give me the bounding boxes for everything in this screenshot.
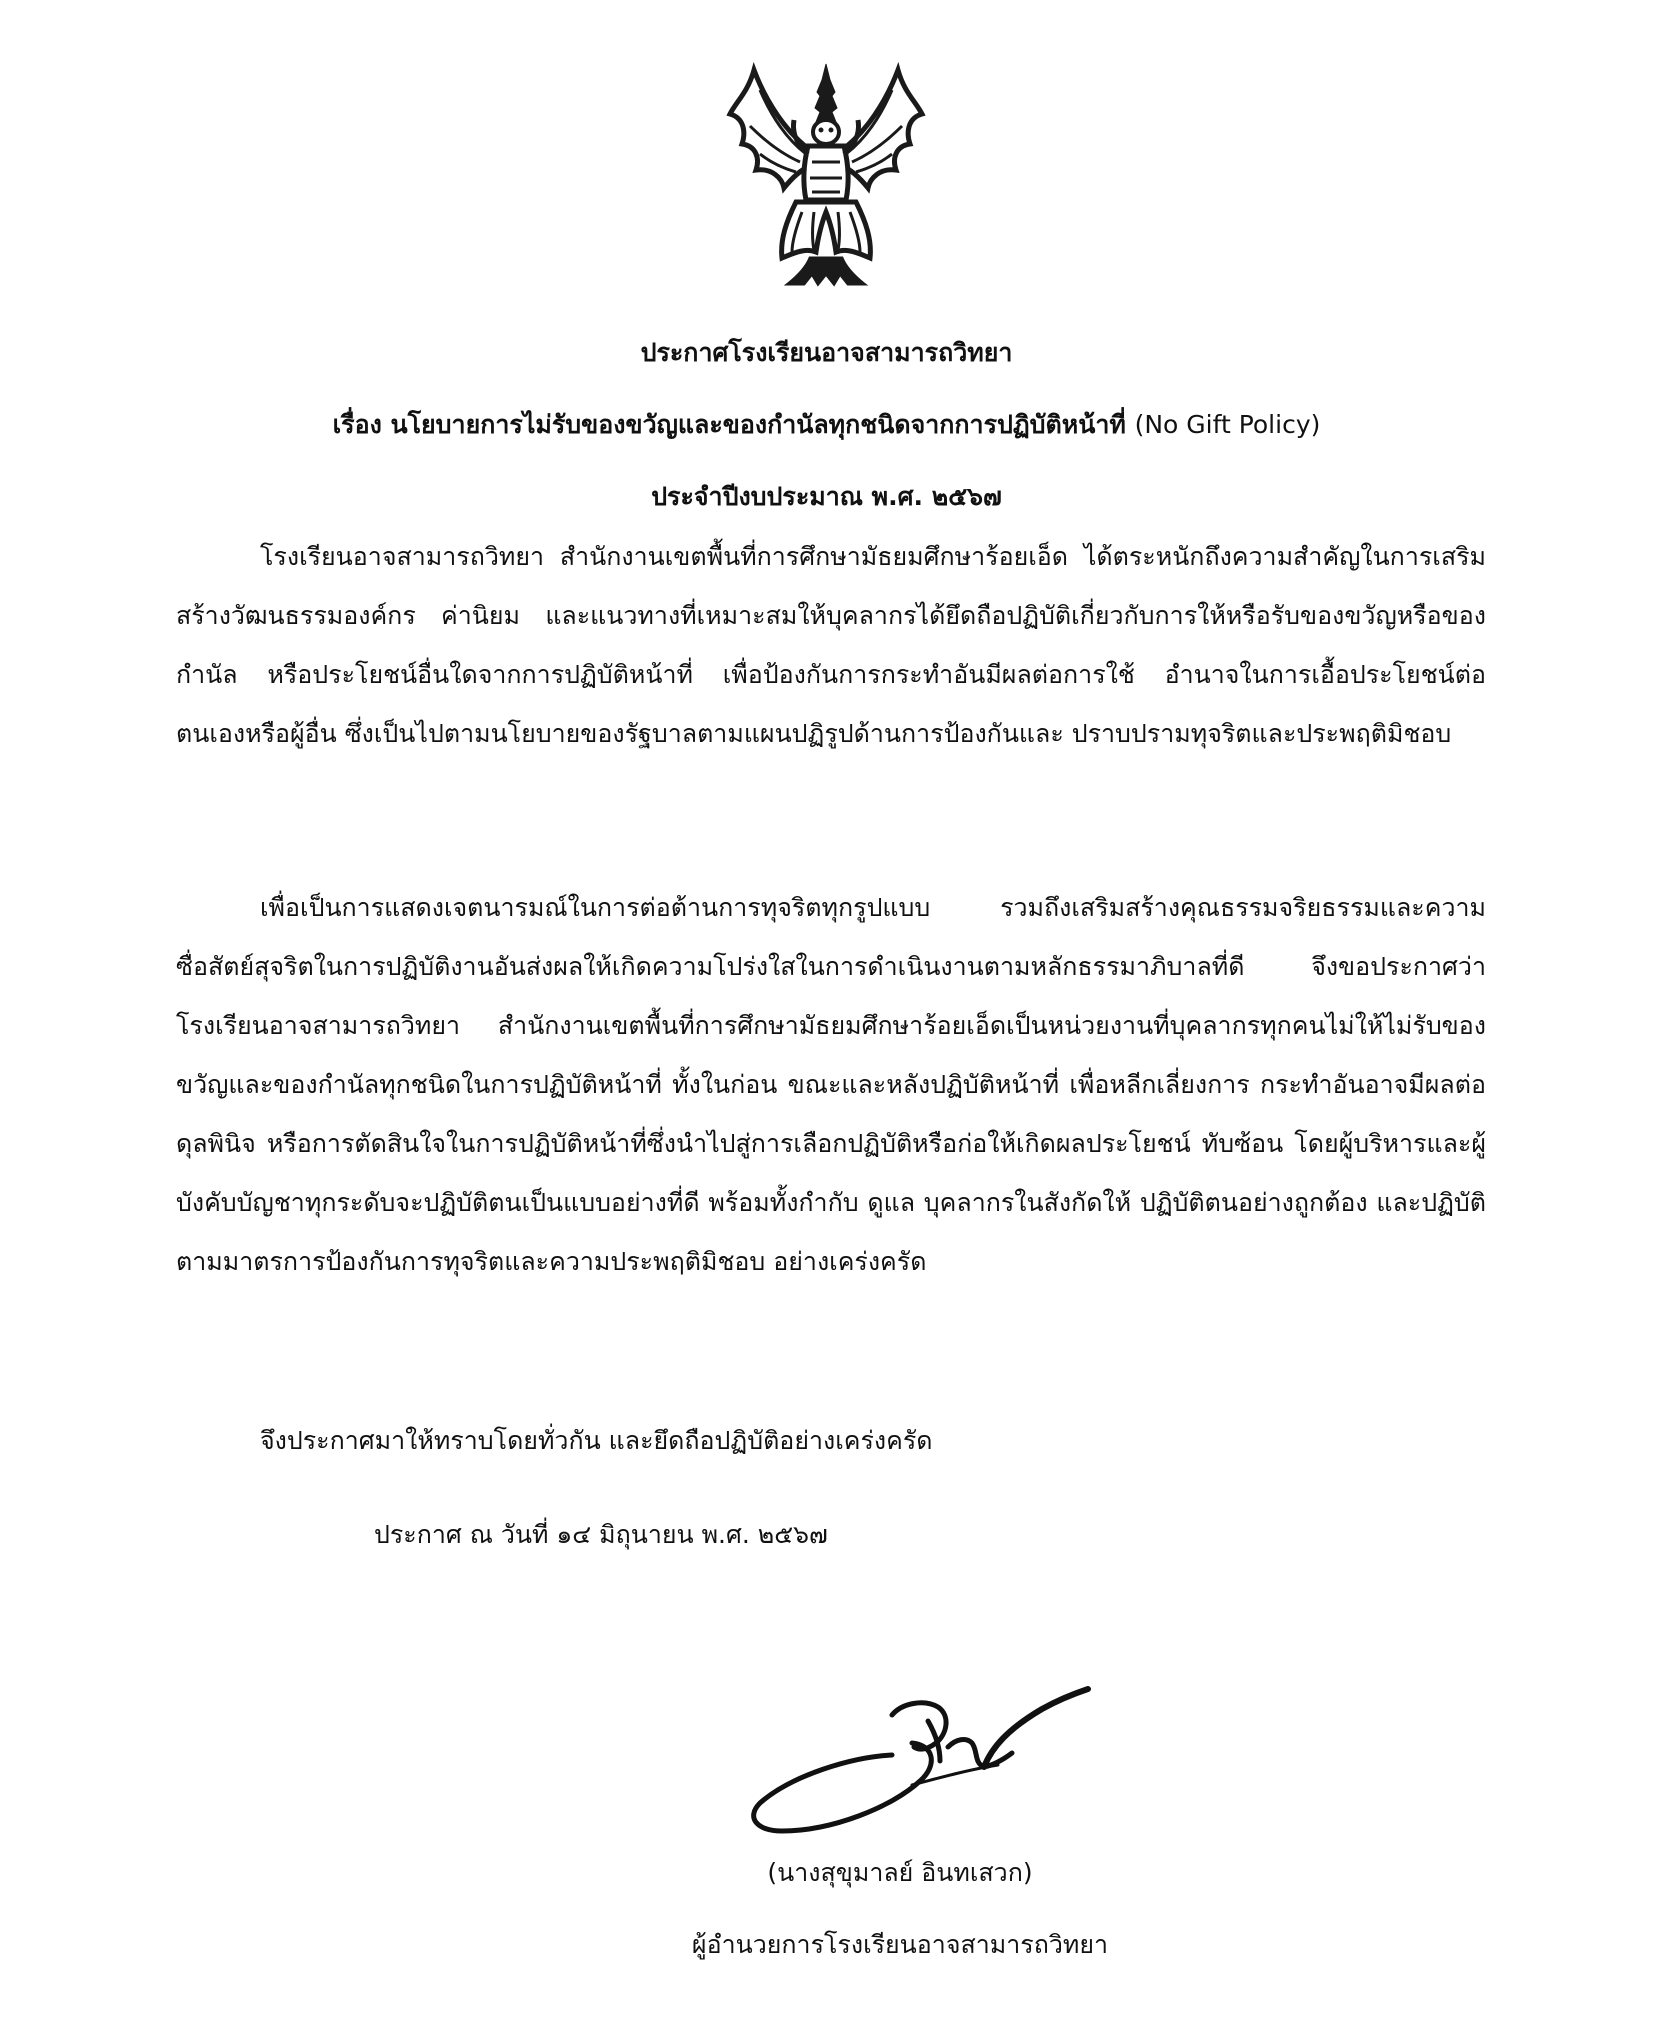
signature-icon: [742, 1685, 1094, 1840]
paragraph-2: เพื่อเป็นการแสดงเจตนารมณ์ในการต่อต้านการทุจริตทุกรูปแบบ รวมถึงเสริมสร้างคุณธรรมจริยธรรมและความ ซื่อสัตย์สุจริตในการปฏิบัติงานอันส่งผลให้เกิดความโปร่งใสในการดำเนินงานตามหลักธรรมาภิบาลที่ดี จึงขอประกาศว่าโรงเรียนอาจสามารถวิทยา สำนักงานเขตพื้นที่การศึกษามัธยมศึกษาร้อยเอ็ดเป็นหน่วยงานที่บุคลากรทุกคนไม่ให้ไม่รับของขวัญและของกำนัลทุกชนิดในการปฏิบัติหน้าที่ ทั้งในก่อน ขณะและหลังปฏิบัติหน้าที่ เพื่อหลีกเลี่ยงการ กระทำอันอาจมีผลต่อดุลพินิจ หรือการตัดสินใจในการปฏิบัติหน้าที่ซึ่งนำไปสู่การเลือกปฏิบัติหรือก่อให้เกิดผลประโยชน์ ทับซ้อน โดยผู้บริหารและผู้บังคับบัญชาทุกระดับจะปฏิบัติตนเป็นแบบอย่างที่ดี พร้อมทั้งกำกับ ดูแล บุคลากรในสังกัดให้ ปฏิบัติตนอย่างถูกต้อง และปฏิบัติตามมาตรการป้องกันการทุจริตและความประพฤติมิชอบ อย่างเคร่งครัด: [176, 893, 1486, 1276]
paragraph-1: โรงเรียนอาจสามารถวิทยา สำนักงานเขตพื้นที่การศึกษามัธยมศึกษาร้อยเอ็ด ได้ตระหนักถึงความสำคัญในการเสริมสร้างวัฒนธรรมองค์กร ค่านิยม และแนวทางที่เหมาะสมให้บุคลากรได้ยึดถือปฏิบัติเกี่ยวกับการให้หรือรับของขวัญหรือของกำนัล หรือประโยชน์อื่นใดจากการปฏิบัติหน้าที่ เพื่อป้องกันการกระทำอันมีผลต่อการใช้ อำนาจในการเอื้อประโยชน์ต่อตนเองหรือผู้อื่น ซึ่งเป็นไปตามนโยบายของรัฐบาลตามแผนปฏิรูปด้านการป้องกันและ ปราบปรามทุจริตและประพฤติมิชอบ: [176, 542, 1486, 748]
subject-thai: เรื่อง นโยบายการไม่รับของขวัญและของกำนัลทุกชนิดจากการปฏิบัติหน้าที่: [332, 410, 1126, 439]
subject-english: (No Gift Policy): [1134, 410, 1321, 439]
fiscal-year-line: ประจำปีงบประมาณ พ.ศ. ๒๕๖๗: [651, 482, 1002, 511]
paragraph-3: จึงประกาศมาให้ทราบโดยทั่วกัน และยึดถือปฏิบัติอย่างเคร่งครัด: [260, 1426, 933, 1455]
signer-position: ผู้อำนวยการโรงเรียนอาจสามารถวิทยา: [691, 1930, 1109, 1959]
announcement-date: ประกาศ ณ วันที่ ๑๔ มิถุนายน พ.ศ. ๒๕๖๗: [374, 1520, 828, 1549]
garuda-emblem-icon: [726, 62, 926, 290]
announcement-title: ประกาศโรงเรียนอาจสามารถวิทยา: [640, 338, 1013, 367]
signer-name: (นางสุขุมาลย์ อินทเสวก): [767, 1858, 1033, 1887]
announcement-subject: [120, 405, 1533, 445]
